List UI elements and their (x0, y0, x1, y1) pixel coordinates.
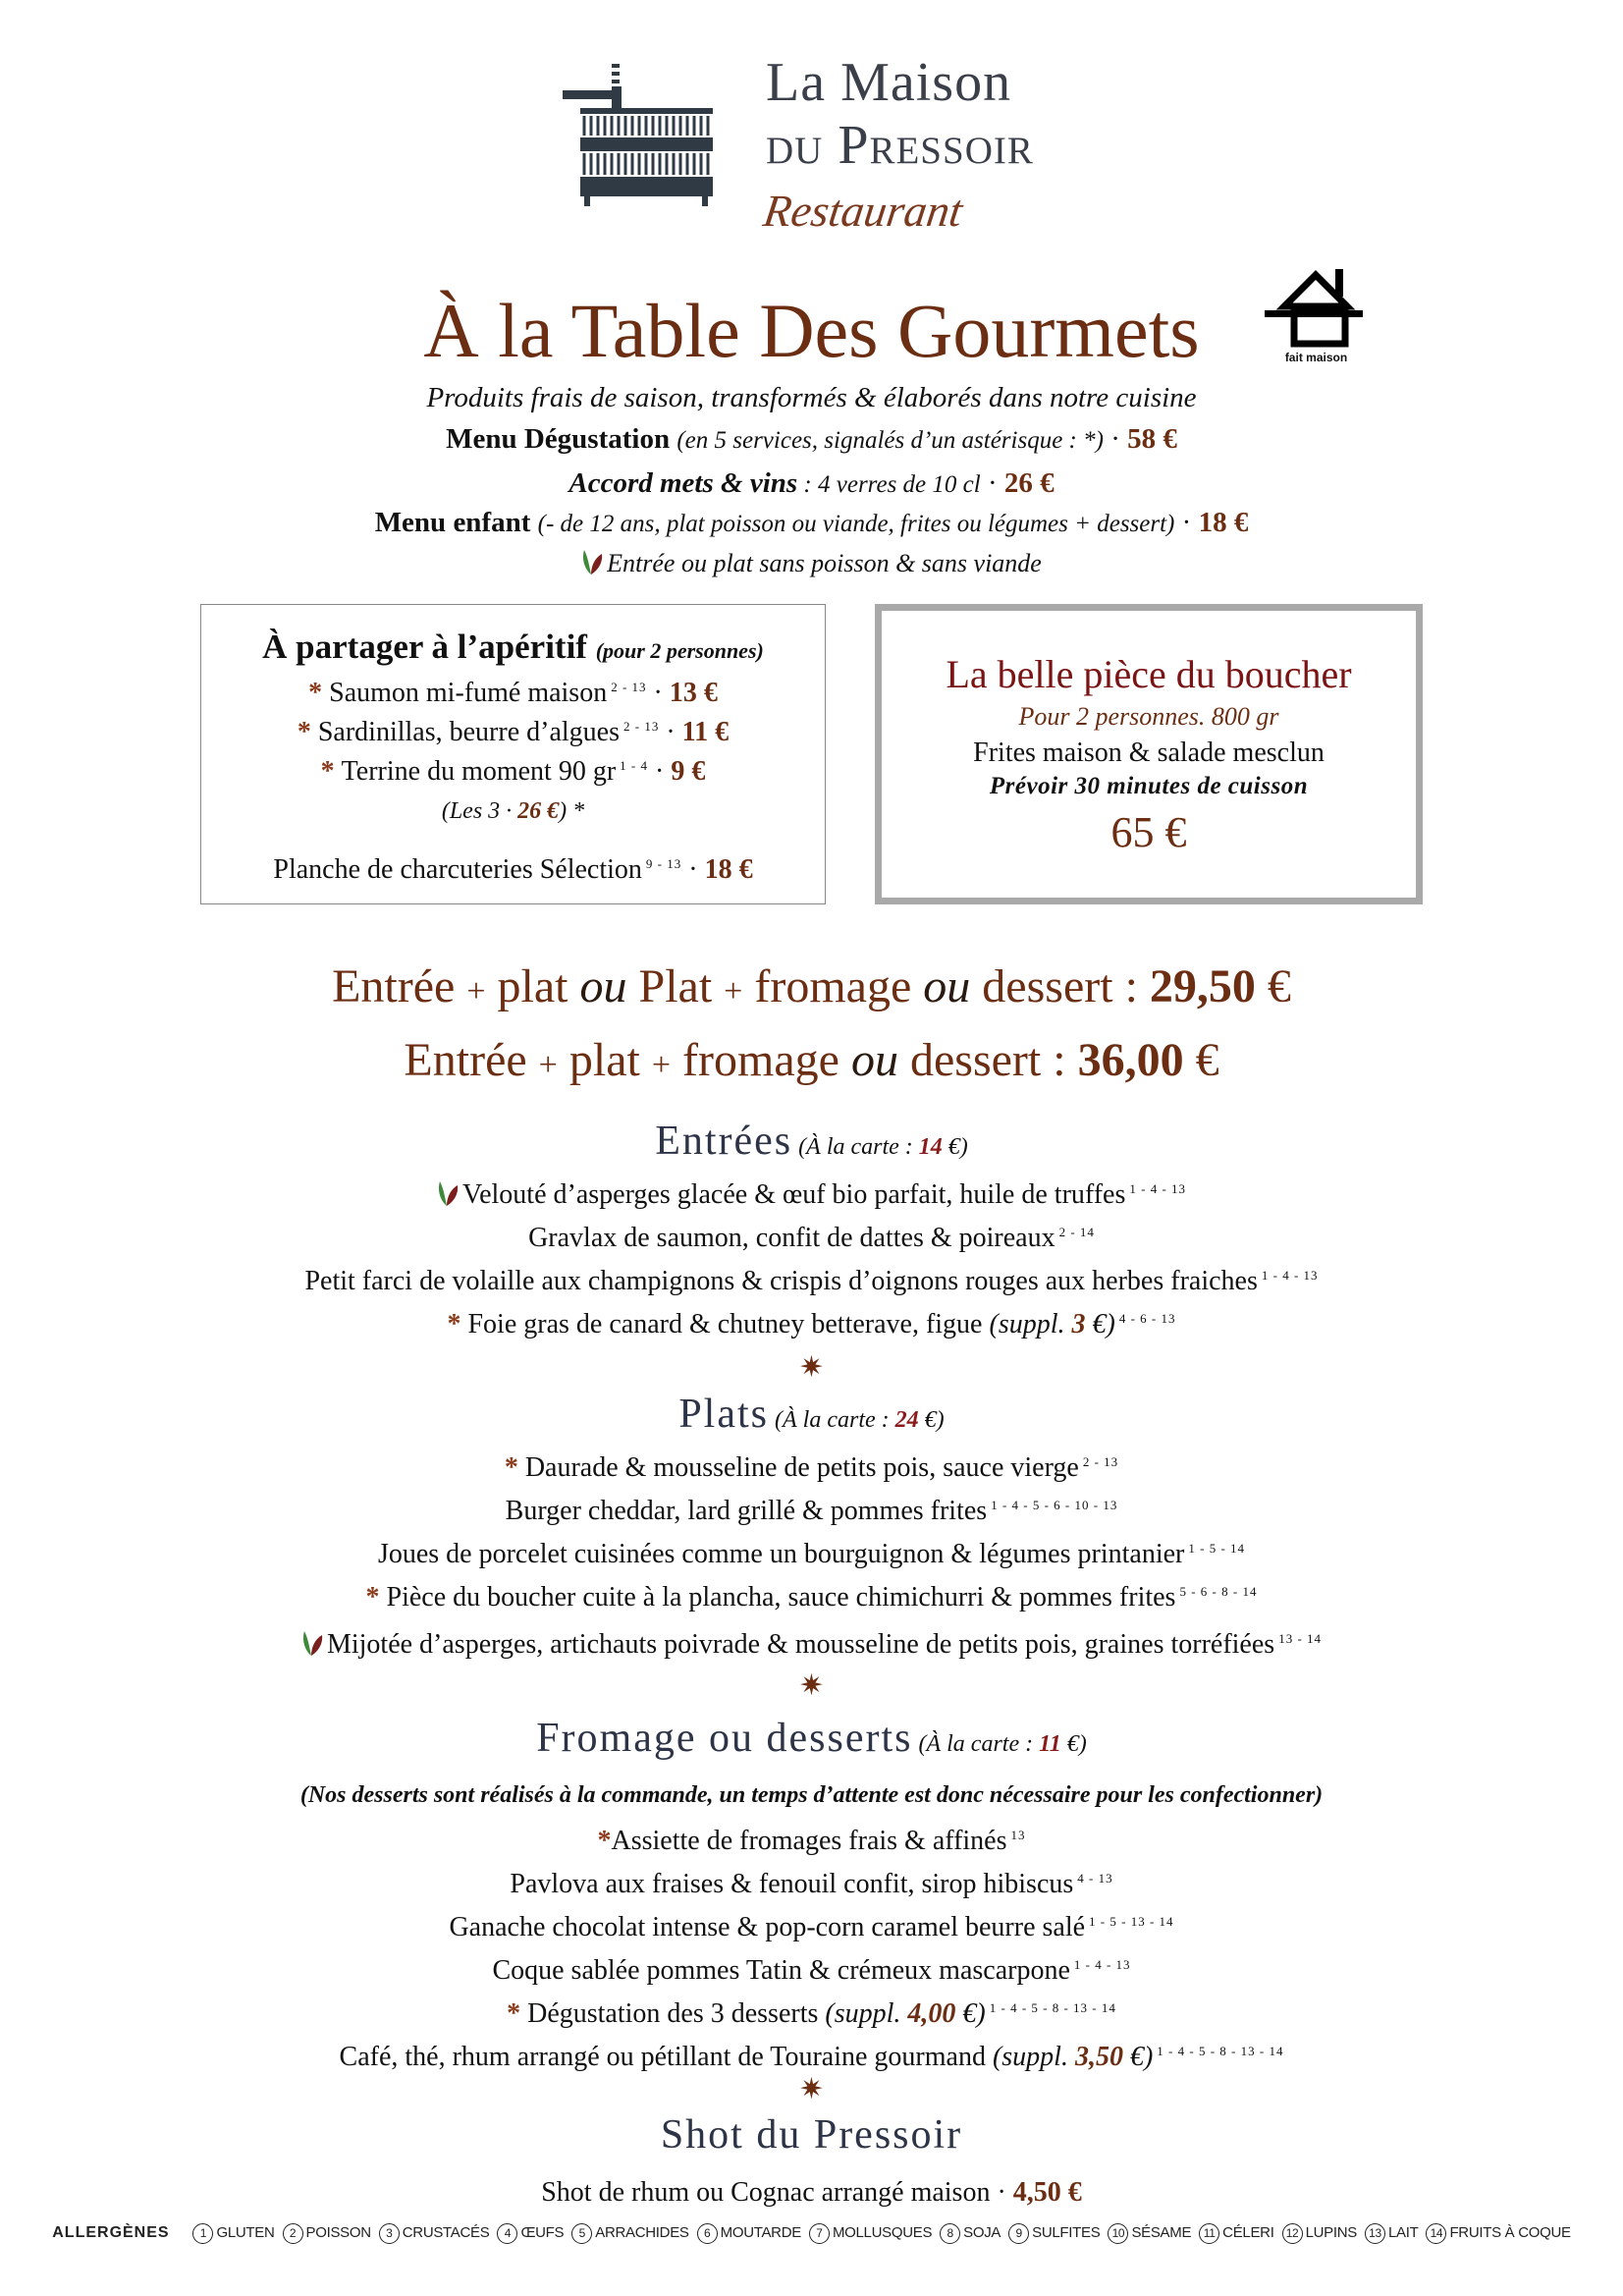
leaf-icon (581, 548, 603, 575)
accord-detail: : 4 verres de 10 cl (797, 471, 981, 498)
item-allergens: 2 - 13 (1082, 1454, 1119, 1469)
formula-currency: € (1195, 1034, 1219, 1086)
enfant-price: 18 € (1198, 507, 1249, 538)
allergen-name: SÉSAME (1131, 2224, 1192, 2241)
allergen-name: SOJA (963, 2224, 1001, 2241)
formula-part: fromage (754, 960, 912, 1012)
accord-label: Accord mets & vins (568, 467, 798, 499)
degustation-label: Menu Dégustation (446, 423, 671, 455)
item-name: Terrine du moment 90 gr (341, 756, 617, 787)
item-name: Sardinillas, beurre d’algues (317, 717, 620, 747)
allergen-name: SULFITES (1032, 2224, 1101, 2241)
item-allergens: 13 - 14 (1278, 1631, 1323, 1646)
formula-part: ou (850, 1034, 898, 1086)
item-name: Petit farci de volaille aux champignons & crispis d’oignons rouges aux herbes fraiches (304, 1266, 1258, 1296)
boucher-box (875, 604, 1423, 904)
suppl-label: suppl. (1001, 2042, 1068, 2072)
boucher-price: 65 € (1110, 808, 1187, 856)
veg-note (0, 544, 1623, 583)
allergen-name: GLUTEN (216, 2224, 275, 2241)
item-name: Velouté d’asperges glacée & œuf bio parfait, huile de truffes (461, 1179, 1126, 1210)
enfant-label: Menu enfant (374, 507, 531, 538)
menu-item (0, 1447, 1623, 1490)
allergen-number-icon: 8 (940, 2223, 960, 2244)
item-price: 4,50 € (1012, 2177, 1082, 2208)
boucher-sides: Frites maison & salade mesclun (973, 738, 1325, 768)
formula-amount: 36,00 (1077, 1034, 1184, 1086)
allergen-name: CRUSTACÉS (402, 2224, 490, 2241)
currency: € (1066, 1731, 1079, 1757)
asterisk-icon: * (320, 756, 342, 787)
item-name: Dégustation des 3 desserts (527, 1998, 819, 2029)
item-supplement: (suppl. 3 €) (982, 1309, 1115, 1339)
section-entrees (0, 1115, 1623, 1346)
menu-item (0, 1260, 1623, 1303)
suppl-label: suppl. (834, 1998, 901, 2029)
item-price: 18 € (704, 854, 753, 885)
section-heading (0, 1712, 1623, 1771)
menu-item: Shot de rhum ou Cognac arrangé maison · 4,50 € (541, 2177, 1082, 2208)
menu-item (0, 1820, 1623, 1863)
asterisk-icon: * (297, 717, 318, 747)
allergen-number-icon: 14 (1426, 2223, 1446, 2244)
formula-part: dessert : (909, 1034, 1066, 1086)
allergen-number-icon: 2 (283, 2223, 303, 2244)
allergen-number-icon: 10 (1108, 2223, 1128, 2244)
item-allergens: 4 - 13 (1077, 1871, 1113, 1886)
tagline: Produits frais de saison, transformés & élaborés dans notre cuisine (426, 382, 1197, 413)
menu-enfant: Menu enfant (- de 12 ans, plat poisson ou viande, frites ou légumes + dessert) · 18 € (374, 507, 1249, 538)
aperitif-combo (201, 792, 825, 831)
currency: € (947, 1134, 960, 1160)
a-la-carte-price: (À la carte : 24 €) (769, 1407, 945, 1433)
wine-press-icon (563, 59, 725, 206)
combo-label: (Les 3 · (441, 798, 513, 824)
suppl-price: 3 (1071, 1309, 1086, 1339)
aperitif-title (201, 625, 825, 674)
item-name: Assiette de fromages frais & affinés (611, 1826, 1007, 1856)
menu-item (0, 1863, 1623, 1906)
section-heading (0, 1115, 1623, 1174)
menu-item (0, 1174, 1623, 1217)
item-price: 9 € (671, 756, 706, 787)
a-la-carte-price: (À la carte : 11 €) (912, 1731, 1087, 1757)
asterisk-icon: * (597, 1826, 612, 1856)
asterisk-icon: * (365, 1582, 387, 1613)
item-name: Burger cheddar, lard grillé & pommes frites (505, 1496, 988, 1526)
degustation-detail: (en 5 services, signalés d’un astérisque : *) (676, 427, 1104, 454)
section-note: (Nos desserts sont réalisés à la commande, un temps d’attente est donc nécessaire pour les confectionner) (299, 1782, 1324, 1808)
fait-maison-badge (1265, 267, 1368, 364)
item-name: Joues de porcelet cuisinées comme un bourguignon & légumes printanier (377, 1539, 1185, 1569)
asterisk-icon: * (447, 1309, 468, 1339)
menu-item (0, 1619, 1623, 1670)
logo-restaurant: Restaurant (760, 186, 966, 236)
item-supplement: (suppl. 3,50 €) (985, 2042, 1154, 2072)
allergen-number-icon: 5 (571, 2223, 592, 2244)
section-title: Entrées (655, 1119, 793, 1164)
menu-item (0, 1490, 1623, 1533)
item-allergens: 13 (1010, 1828, 1026, 1842)
formula-amount: 29,50 (1149, 960, 1256, 1012)
item-allergens: 1 - 4 - 13 (1261, 1268, 1319, 1283)
carte-price: 14 (918, 1134, 943, 1160)
allergen-legend (0, 2223, 1623, 2244)
formula-part: plat (497, 960, 568, 1012)
currency: € (962, 1998, 977, 2029)
menu-item (0, 1906, 1623, 1949)
allergen-name: LUPINS (1305, 2224, 1357, 2241)
allergen-name: ŒUFS (520, 2224, 565, 2241)
item-allergens: 2 - 13 (611, 680, 647, 694)
aperitif-item: * Sardinillas, beurre d’algues $^{2 - 13}$ · 11 € (297, 717, 730, 747)
aperitif-item: * Saumon mi-fumé maison $^{2 - 13}$ · 13 € (308, 678, 718, 708)
accord-mets-vins: Accord mets & vins : 4 verres de 10 cl · 26 € (568, 467, 1055, 499)
allergen-number-icon: 13 (1365, 2223, 1385, 2244)
veg-note-text: Entrée ou plat sans poisson & sans viande (607, 549, 1042, 577)
currency: € (1129, 2042, 1144, 2072)
page-title: À la Table Des Gourmets (423, 288, 1200, 373)
allergen-name: CÉLERI (1222, 2224, 1274, 2241)
item-allergens: 1 - 4 - 5 - 6 - 10 - 13 (991, 1498, 1118, 1512)
fait-maison-house-icon (1265, 267, 1368, 348)
section-shot (0, 2108, 1623, 2214)
menu-item (0, 1993, 1623, 2036)
allergen-number-icon: 4 (497, 2223, 517, 2244)
allergen-name: MOLLUSQUES (832, 2224, 933, 2241)
formula-part: + (538, 1047, 558, 1083)
item-price: 11 € (681, 717, 730, 747)
item-allergens: 1 - 4 - 5 - 8 - 13 - 14 (1157, 2044, 1284, 2058)
item-allergens: 1 - 5 - 14 (1188, 1541, 1246, 1556)
section-plats (0, 1388, 1623, 1670)
item-allergens: 1 - 4 (620, 758, 649, 773)
item-name: Shot de rhum ou Cognac arrangé maison (541, 2177, 991, 2208)
item-name: Pavlova aux fraises & fenouil confit, sirop hibiscus (510, 1869, 1074, 1899)
asterisk-icon: * (507, 1998, 528, 2029)
section-heading (0, 1388, 1623, 1447)
combo-price: 26 € (517, 798, 560, 824)
allergen-number-icon: 12 (1282, 2223, 1303, 2244)
item-allergens: 1 - 4 - 13 (1073, 1957, 1131, 1972)
fait-maison-label: fait maison (1284, 351, 1348, 364)
item-allergens: 2 - 13 (622, 719, 660, 734)
formula-line (0, 1026, 1623, 1100)
formulas (0, 953, 1623, 1100)
currency: € (1092, 1309, 1107, 1339)
carte-label: À la carte : (806, 1134, 913, 1160)
item-supplement: (suppl. 4,00 €) (818, 1998, 986, 2029)
degustation-price: 58 € (1127, 423, 1177, 455)
currency: € (924, 1407, 937, 1433)
carte-price: 11 (1039, 1731, 1061, 1757)
carte-label: À la carte : (783, 1407, 890, 1433)
leaf-icon (437, 1179, 459, 1207)
aperitif-subtitle: (pour 2 personnes) (595, 638, 764, 663)
item-allergens: 2 - 14 (1058, 1225, 1095, 1239)
divider-star-icon: ✷ (798, 1669, 825, 1702)
formula-line (0, 953, 1623, 1026)
allergen-number-icon: 7 (809, 2223, 830, 2244)
asterisk-icon: * (504, 1452, 525, 1483)
item-allergens: 9 - 13 (645, 856, 682, 871)
formula-part: Plat (638, 960, 713, 1012)
asterisk-icon: * (308, 678, 330, 708)
boucher-portion: Pour 2 personnes. 800 gr (1018, 702, 1279, 731)
item-name: Saumon mi-fumé maison (329, 678, 608, 708)
formula-part: ou (579, 960, 627, 1012)
menu-item (0, 1576, 1623, 1619)
planche-item: Planche de charcuteries Sélection $^{9 - 13}$ · 18 € (273, 854, 753, 885)
item-name: Daurade & mousseline de petits pois, sauce vierge (524, 1452, 1079, 1483)
item-name: Ganache chocolat intense & pop-corn caramel beurre salé (449, 1912, 1086, 1942)
allergen-number-icon: 6 (697, 2223, 718, 2244)
section-title: Plats (678, 1392, 770, 1437)
accord-price: 26 € (1003, 467, 1055, 499)
formula-part: Entrée (332, 960, 456, 1012)
allergen-name: ARRACHIDES (595, 2224, 689, 2241)
menu-degustation: Menu Dégustation (en 5 services, signalés d’un astérisque : *) · 58 € (446, 423, 1177, 455)
combo-close: ) * (559, 798, 585, 824)
allergen-name: MOUTARDE (720, 2224, 801, 2241)
formula-part: + (466, 973, 486, 1010)
allergen-number-icon: 11 (1199, 2223, 1219, 2244)
item-allergens: 1 - 4 - 13 (1129, 1181, 1187, 1196)
allergen-number-icon: 3 (379, 2223, 400, 2244)
formula-part: dessert : (982, 960, 1138, 1012)
suppl-label: suppl. (998, 1309, 1065, 1339)
item-allergens: 1 - 5 - 13 - 14 (1089, 1914, 1174, 1929)
aperitif-box (200, 604, 826, 904)
item-allergens: 4 - 6 - 13 (1118, 1311, 1176, 1326)
section-heading (0, 2108, 1623, 2161)
item-name: Foie gras de canard & chutney betterave, figue (467, 1309, 983, 1339)
section-desserts (0, 1712, 1623, 2079)
a-la-carte-price: (À la carte : 14 €) (792, 1134, 968, 1160)
item-name: Café, thé, rhum arrangé ou pétillant de Touraine gourmand (339, 2042, 986, 2072)
divider-star-icon: ✷ (798, 2073, 825, 2105)
menu-item (0, 1533, 1623, 1576)
formula-part: fromage (682, 1034, 839, 1086)
formula-part: + (724, 973, 743, 1010)
enfant-detail: (- de 12 ans, plat poisson ou viande, frites ou légumes + dessert) (537, 511, 1175, 537)
item-name: Gravlax de saumon, confit de dattes & poireaux (528, 1223, 1055, 1253)
leaf-icon (301, 1629, 323, 1657)
allergen-name: FRUITS À COQUE (1449, 2224, 1571, 2241)
item-allergens: 1 - 4 - 5 - 8 - 13 - 14 (989, 2000, 1116, 2015)
boucher-note: Prévoir 30 minutes de cuisson (989, 773, 1309, 799)
item-name: Planche de charcuteries Sélection (273, 854, 642, 885)
allergen-number-icon: 9 (1008, 2223, 1029, 2244)
logo-line2: du Pressoir (766, 115, 1034, 176)
formula-part: plat (568, 1034, 640, 1086)
aperitif-item: * Terrine du moment 90 gr $^{1 - 4}$ · 9 € (320, 756, 706, 787)
logo-line1: La Maison (766, 52, 1012, 113)
formula-part: + (651, 1047, 672, 1083)
section-title: Shot du Pressoir (660, 2112, 963, 2158)
item-price: 13 € (669, 678, 718, 708)
divider-star-icon: ✷ (798, 1351, 825, 1384)
formula-currency: € (1267, 960, 1291, 1012)
carte-price: 24 (894, 1407, 919, 1433)
suppl-price: 3,50 (1074, 2042, 1123, 2072)
allergen-name: LAIT (1387, 2224, 1419, 2241)
menu-item (0, 1303, 1623, 1346)
formula-part: Entrée (404, 1034, 527, 1086)
allergen-label: ALLERGÈNES (52, 2224, 170, 2241)
menu-item (0, 1949, 1623, 1993)
formula-part: ou (923, 960, 971, 1012)
section-title: Fromage ou desserts (536, 1716, 913, 1761)
boucher-title: La belle pièce du boucher (946, 652, 1352, 696)
item-allergens: 5 - 6 - 8 - 14 (1179, 1584, 1258, 1599)
allergen-name: POISSON (305, 2224, 371, 2241)
item-name: Coque sablée pommes Tatin & crémeux mascarpone (492, 1955, 1070, 1986)
carte-label: À la carte : (926, 1731, 1034, 1757)
item-name: Mijotée d’asperges, artichauts poivrade & mousseline de petits pois, graines torréfiées (326, 1629, 1275, 1660)
menu-item (0, 1217, 1623, 1260)
aperitif-title-text: À partager à l’apéritif (262, 628, 587, 666)
suppl-price: 4,00 (907, 1998, 956, 2029)
allergen-number-icon: 1 (192, 2223, 213, 2244)
item-name: Pièce du boucher cuite à la plancha, sauce chimichurri & pommes frites (386, 1582, 1176, 1613)
